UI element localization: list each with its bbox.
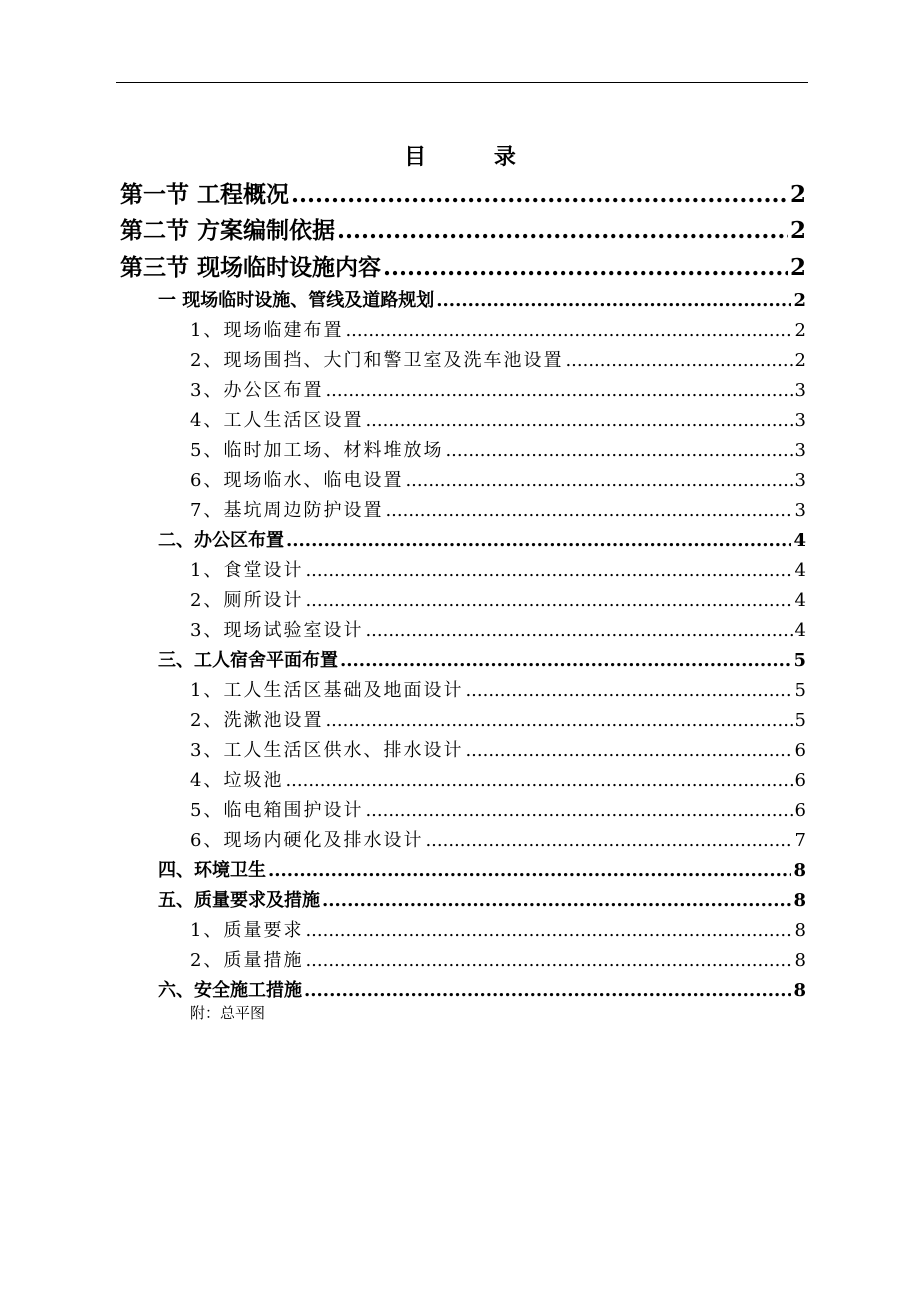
toc-entry-item[interactable] <box>190 586 806 612</box>
toc-entry-label: 1、现场临建布置 <box>190 320 344 341</box>
toc-entry-page: 3 <box>794 500 806 521</box>
toc-entry-item[interactable] <box>190 316 806 342</box>
toc-leader-dots <box>425 830 792 851</box>
toc-entry-page: 4 <box>793 530 806 551</box>
toc-entry-label: 2、厕所设计 <box>190 590 304 611</box>
toc-entry-label: 6、现场内硬化及排水设计 <box>190 830 424 851</box>
toc-leader-dots <box>286 530 791 551</box>
toc-entry-page: 2 <box>789 217 806 244</box>
toc-entry-part-2[interactable] <box>158 526 806 552</box>
toc-leader-dots <box>291 181 788 208</box>
toc-entry-page: 8 <box>793 860 806 881</box>
toc-entry-label: 第一节 工程概况 <box>120 181 290 208</box>
toc-entry-page: 6 <box>794 800 806 821</box>
toc-leader-dots <box>405 470 792 491</box>
toc-entry-label: 3、工人生活区供水、排水设计 <box>190 740 464 761</box>
toc-entry-page: 3 <box>794 440 806 461</box>
toc-entry-label: 2、质量措施 <box>190 950 304 971</box>
toc-entry-label: 1、工人生活区基础及地面设计 <box>190 680 464 701</box>
toc-entry-page: 6 <box>794 770 806 791</box>
toc-entry-label: 第二节 方案编制依据 <box>120 217 336 244</box>
toc-entry-page: 4 <box>794 590 806 611</box>
toc-entry-label: 7、基坑周边防护设置 <box>190 500 384 521</box>
toc-leader-dots <box>385 500 792 521</box>
toc-entry-label: 六、安全施工措施 <box>158 980 302 1001</box>
toc-entry-label: 6、现场临水、临电设置 <box>190 470 404 491</box>
toc-entry-label: 四、环境卫生 <box>158 860 266 881</box>
toc-entry-item[interactable] <box>190 556 806 582</box>
toc-entry-page: 2 <box>794 320 806 341</box>
toc-entry-label: 2、现场围挡、大门和警卫室及洗车池设置 <box>190 350 564 371</box>
toc-leader-dots <box>305 590 792 611</box>
toc-entry-item[interactable] <box>190 376 806 402</box>
toc-entry-section-3[interactable] <box>120 249 806 282</box>
toc-entry-page: 3 <box>794 410 806 431</box>
toc-entry-label: 4、工人生活区设置 <box>190 410 364 431</box>
toc-entry-label: 1、食堂设计 <box>190 560 304 581</box>
toc-entry-part-3[interactable] <box>158 646 806 672</box>
toc-leader-dots <box>345 320 792 341</box>
header-rule <box>116 82 808 83</box>
toc-entry-item[interactable] <box>190 736 806 762</box>
toc-entry-item[interactable] <box>190 346 806 372</box>
toc-entry-page: 5 <box>793 650 806 671</box>
toc-entry-page: 2 <box>789 181 806 208</box>
toc-entry-section-1[interactable] <box>120 176 806 209</box>
toc-leader-dots <box>325 380 792 401</box>
toc-entry-item[interactable] <box>190 616 806 642</box>
toc-entry-label: 五、质量要求及措施 <box>158 890 320 911</box>
toc-entry-item[interactable] <box>190 496 806 522</box>
toc-entry-page: 8 <box>794 950 806 971</box>
toc-entry-item[interactable] <box>190 916 806 942</box>
toc-entry-label: 3、现场试验室设计 <box>190 620 364 641</box>
toc-leader-dots <box>465 680 792 701</box>
toc-entry-label: 1、质量要求 <box>190 920 304 941</box>
toc-entry-item[interactable] <box>190 436 806 462</box>
toc-entry-item[interactable] <box>190 406 806 432</box>
toc-entry-label: 一 现场临时设施、管线及道路规划 <box>158 290 435 311</box>
toc-leader-dots <box>465 740 792 761</box>
toc-entry-item[interactable] <box>190 826 806 852</box>
toc-entry-label: 3、办公区布置 <box>190 380 324 401</box>
toc-entry-part-4[interactable] <box>158 856 806 882</box>
toc-entry-label: 2、洗漱池设置 <box>190 710 324 731</box>
toc-entry-page: 7 <box>794 830 806 851</box>
toc-entry-page: 3 <box>794 380 806 401</box>
toc-entry-page: 2 <box>789 254 806 281</box>
appendix-note: 附：总平图 <box>190 1004 266 1022</box>
toc-entry-page: 2 <box>794 350 806 371</box>
toc-leader-dots <box>365 410 792 431</box>
toc-leader-dots <box>305 560 792 581</box>
toc-leader-dots <box>340 650 791 671</box>
toc-entry-part-1[interactable] <box>158 286 806 312</box>
toc-entry-page: 5 <box>794 710 806 731</box>
toc-leader-dots <box>305 950 792 971</box>
toc-entry-label: 5、临时加工场、材料堆放场 <box>190 440 444 461</box>
toc-leader-dots <box>304 980 791 1001</box>
toc-entry-label: 三、工人宿舍平面布置 <box>158 650 338 671</box>
toc-leader-dots <box>322 890 791 911</box>
toc-leader-dots <box>268 860 791 881</box>
toc-entry-page: 8 <box>794 920 806 941</box>
toc-entry-section-2[interactable] <box>120 212 806 245</box>
toc-entry-page: 6 <box>794 740 806 761</box>
toc-leader-dots <box>285 770 792 791</box>
toc-entry-label: 二、办公区布置 <box>158 530 284 551</box>
toc-entry-item[interactable] <box>190 466 806 492</box>
toc-entry-label: 4、垃圾池 <box>190 770 284 791</box>
toc-entry-item[interactable] <box>190 946 806 972</box>
toc-entry-item[interactable] <box>190 706 806 732</box>
toc-leader-dots <box>436 290 791 311</box>
toc-leader-dots <box>305 920 792 941</box>
toc-entry-page: 4 <box>794 620 806 641</box>
toc-leader-dots <box>365 620 792 641</box>
toc-leader-dots <box>365 800 792 821</box>
toc-title: 目 录 <box>404 144 546 170</box>
toc-entry-page: 3 <box>794 470 806 491</box>
toc-entry-page: 8 <box>793 890 806 911</box>
toc-entry-item[interactable] <box>190 676 806 702</box>
toc-entry-page: 8 <box>793 980 806 1001</box>
toc-leader-dots <box>337 217 788 244</box>
toc-entry-page: 5 <box>794 680 806 701</box>
toc-entry-page: 2 <box>793 290 806 311</box>
toc-leader-dots <box>445 440 792 461</box>
toc-entry-page: 4 <box>794 560 806 581</box>
toc-leader-dots <box>325 710 792 731</box>
toc-entry-label: 5、临电箱围护设计 <box>190 800 364 821</box>
toc-entry-item[interactable] <box>190 796 806 822</box>
toc-entry-part-6[interactable] <box>158 976 806 1002</box>
toc-leader-dots <box>565 350 792 371</box>
toc-entry-part-5[interactable] <box>158 886 806 912</box>
toc-entry-label: 第三节 现场临时设施内容 <box>120 254 382 281</box>
toc-entry-item[interactable] <box>190 766 806 792</box>
toc-leader-dots <box>383 254 788 281</box>
